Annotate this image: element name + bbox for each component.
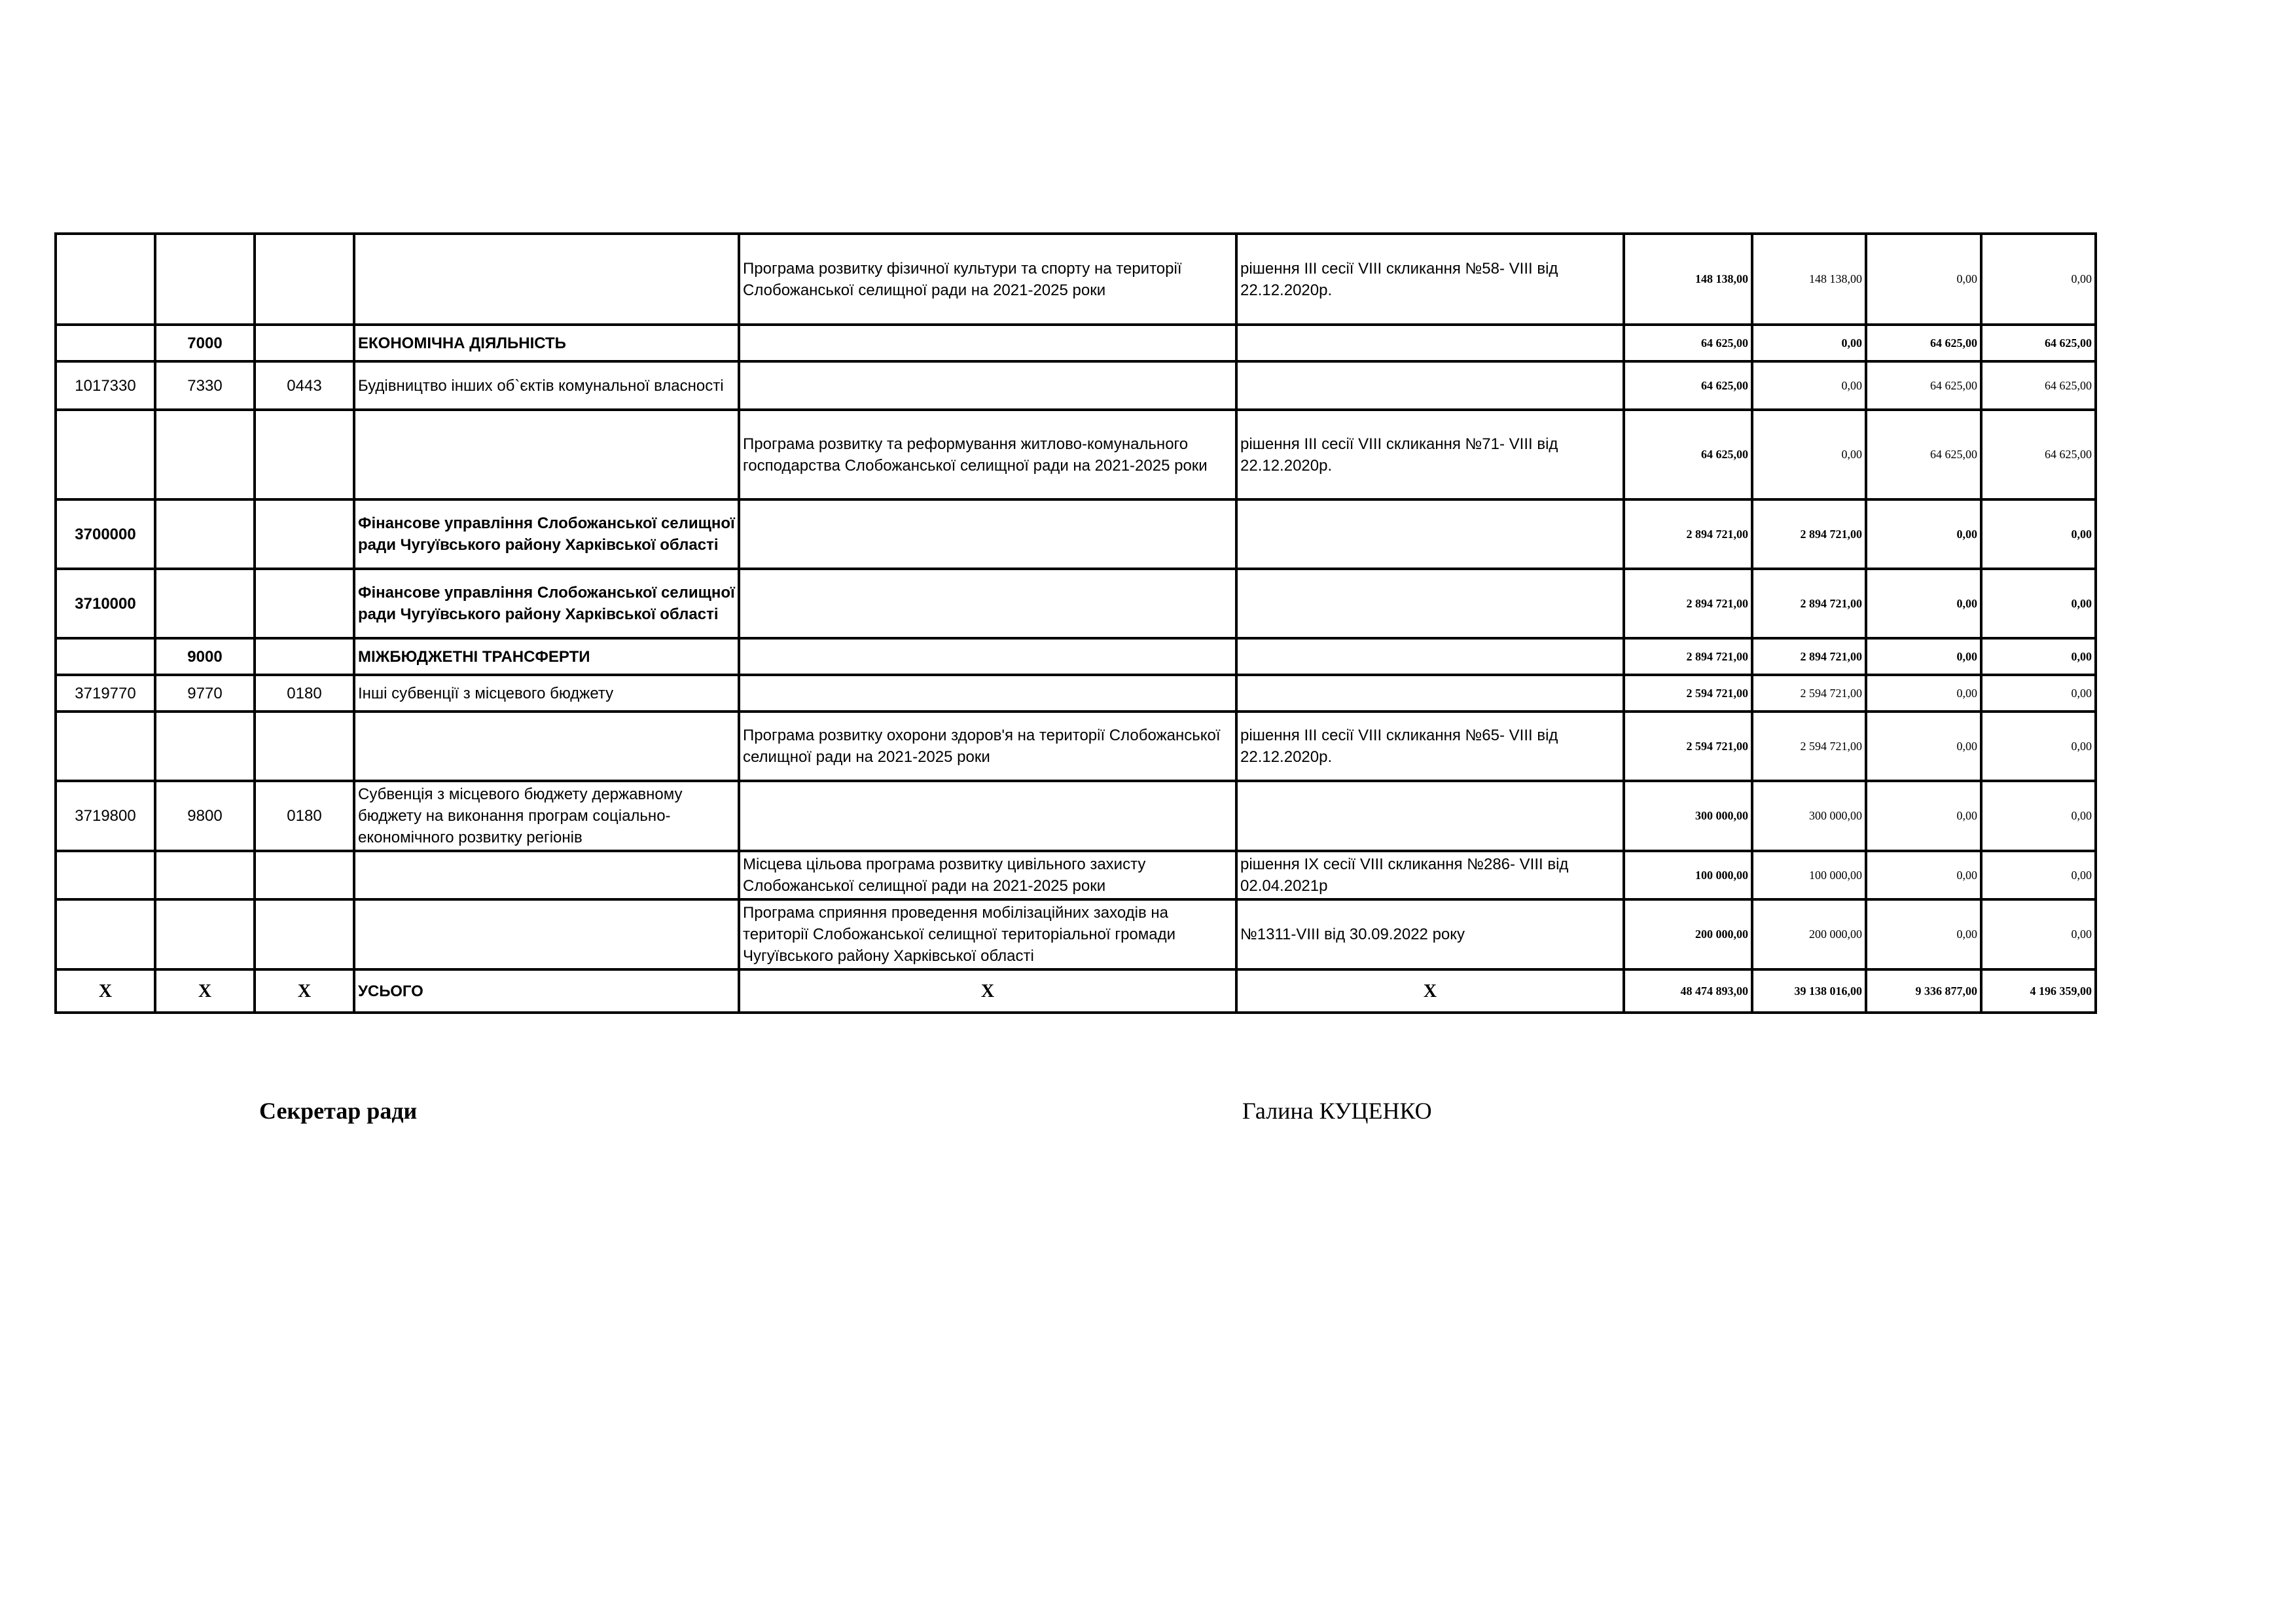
cell-decision xyxy=(1236,638,1624,675)
cell-grand-total: 48 474 893,00 xyxy=(1624,969,1752,1013)
cell-code-fkvk xyxy=(255,410,354,499)
cell-development: 0,00 xyxy=(1981,899,2096,969)
cell-total: 64 625,00 xyxy=(1624,325,1752,361)
cell-special: 64 625,00 xyxy=(1866,325,1981,361)
cell-general: 2 594 721,00 xyxy=(1752,675,1866,712)
cell-code-program xyxy=(56,899,155,969)
cell-program: Програма розвитку охорони здоров'я на території Слобожанської селищної ради на 2021-2025 роки xyxy=(739,712,1236,781)
cell-code-program xyxy=(56,638,155,675)
cell-code-program: 1017330 xyxy=(56,361,155,410)
cell-code-function xyxy=(155,899,255,969)
cell-code-function: 9000 xyxy=(155,638,255,675)
cell-development: 64 625,00 xyxy=(1981,325,2096,361)
cell-general: 2 894 721,00 xyxy=(1752,499,1866,569)
table-row xyxy=(56,851,2096,899)
cell-name: Фінансове управління Слобожанської селищної ради Чугуївського району Харківської області xyxy=(354,569,739,638)
cell-general: 2 894 721,00 xyxy=(1752,569,1866,638)
cell-total: 200 000,00 xyxy=(1624,899,1752,969)
cell-code-function xyxy=(155,851,255,899)
cell-special: 64 625,00 xyxy=(1866,410,1981,499)
cell-special: 0,00 xyxy=(1866,781,1981,851)
cell-program xyxy=(739,638,1236,675)
cell-development: 0,00 xyxy=(1981,499,2096,569)
cell-code-fkvk xyxy=(255,234,354,325)
cell-decision xyxy=(1236,361,1624,410)
cell-code-program: 3719800 xyxy=(56,781,155,851)
table-row xyxy=(56,712,2096,781)
cell-code-fkvk xyxy=(255,638,354,675)
cell-decision xyxy=(1236,325,1624,361)
table-row xyxy=(56,638,2096,675)
cell-code-fkvk xyxy=(255,851,354,899)
cell-name: Субвенція з місцевого бюджету державному бюджету на виконання програм соціально-економічного розвитку регіонів xyxy=(354,781,739,851)
cell-special: 64 625,00 xyxy=(1866,361,1981,410)
cell-code-fkvk: 0180 xyxy=(255,675,354,712)
cell-program xyxy=(739,675,1236,712)
cell-program: Програма розвитку та реформування житлово-комунального господарства Слобожанської селищної ради на 2021-2025 роки xyxy=(739,410,1236,499)
table-row xyxy=(56,499,2096,569)
table-row xyxy=(56,675,2096,712)
cell-development: 64 625,00 xyxy=(1981,410,2096,499)
cell-grand-general: 39 138 016,00 xyxy=(1752,969,1866,1013)
cell-total: 100 000,00 xyxy=(1624,851,1752,899)
cell-decision: рішення ІІІ сесії VIII скликання №71- VIII від 22.12.2020р. xyxy=(1236,410,1624,499)
signature-title: Секретар ради xyxy=(259,1098,418,1124)
cell-development: 0,00 xyxy=(1981,675,2096,712)
cell-name xyxy=(354,234,739,325)
cell-program xyxy=(739,781,1236,851)
cell-code-function xyxy=(155,712,255,781)
cell-special: 0,00 xyxy=(1866,712,1981,781)
cell-code-program: X xyxy=(56,969,155,1013)
cell-decision: №1311-VIII від 30.09.2022 року xyxy=(1236,899,1624,969)
cell-decision xyxy=(1236,675,1624,712)
table-row xyxy=(56,410,2096,499)
cell-decision xyxy=(1236,781,1624,851)
budget-programs-table xyxy=(54,232,2097,1014)
cell-special: 0,00 xyxy=(1866,638,1981,675)
cell-code-program: 3719770 xyxy=(56,675,155,712)
cell-general: 100 000,00 xyxy=(1752,851,1866,899)
cell-total: 64 625,00 xyxy=(1624,410,1752,499)
cell-program xyxy=(739,361,1236,410)
cell-total: 2 594 721,00 xyxy=(1624,675,1752,712)
cell-code-fkvk xyxy=(255,499,354,569)
cell-code-function: 9770 xyxy=(155,675,255,712)
cell-program: X xyxy=(739,969,1236,1013)
cell-decision: рішення ІІІ сесії VIII скликання №58- VIII від 22.12.2020р. xyxy=(1236,234,1624,325)
cell-general: 148 138,00 xyxy=(1752,234,1866,325)
cell-development: 64 625,00 xyxy=(1981,361,2096,410)
cell-general: 0,00 xyxy=(1752,410,1866,499)
cell-total: 2 894 721,00 xyxy=(1624,569,1752,638)
cell-code-function: 9800 xyxy=(155,781,255,851)
cell-name xyxy=(354,851,739,899)
cell-code-function xyxy=(155,569,255,638)
table-row xyxy=(56,569,2096,638)
cell-grand-special: 9 336 877,00 xyxy=(1866,969,1981,1013)
cell-special: 0,00 xyxy=(1866,499,1981,569)
cell-code-function xyxy=(155,234,255,325)
cell-name: Інші субвенції з місцевого бюджету xyxy=(354,675,739,712)
table-total-row xyxy=(56,969,2096,1013)
cell-program: Програма сприяння проведення мобілізаційних заходів на території Слобожанської селищної територіальної громади Чугуївського району Харківської області xyxy=(739,899,1236,969)
cell-general: 200 000,00 xyxy=(1752,899,1866,969)
cell-program xyxy=(739,569,1236,638)
cell-special: 0,00 xyxy=(1866,851,1981,899)
cell-program xyxy=(739,325,1236,361)
signature-name: Галина КУЦЕНКО xyxy=(1242,1098,1432,1124)
cell-code-fkvk: X xyxy=(255,969,354,1013)
cell-code-fkvk xyxy=(255,899,354,969)
cell-code-function: 7330 xyxy=(155,361,255,410)
table-row xyxy=(56,361,2096,410)
cell-total: 148 138,00 xyxy=(1624,234,1752,325)
cell-code-program xyxy=(56,234,155,325)
cell-code-program xyxy=(56,851,155,899)
table-row xyxy=(56,781,2096,851)
cell-code-fkvk xyxy=(255,712,354,781)
table-row xyxy=(56,234,2096,325)
cell-name xyxy=(354,712,739,781)
cell-general: 2 594 721,00 xyxy=(1752,712,1866,781)
cell-program: Місцева цільова програма розвитку цивільного захисту Слобожанської селищної ради на 2021-2025 роки xyxy=(739,851,1236,899)
cell-name: МІЖБЮДЖЕТНІ ТРАНСФЕРТИ xyxy=(354,638,739,675)
cell-name xyxy=(354,410,739,499)
table-row xyxy=(56,899,2096,969)
cell-special: 0,00 xyxy=(1866,899,1981,969)
cell-code-program xyxy=(56,712,155,781)
cell-name: ЕКОНОМІЧНА ДІЯЛЬНІСТЬ xyxy=(354,325,739,361)
cell-code-program xyxy=(56,325,155,361)
cell-decision: X xyxy=(1236,969,1624,1013)
cell-decision xyxy=(1236,499,1624,569)
cell-special: 0,00 xyxy=(1866,675,1981,712)
cell-decision: рішення ІІІ сесії VIII скликання №65- VIII від 22.12.2020р. xyxy=(1236,712,1624,781)
cell-decision: рішення IX сесії VIII скликання №286- VIII від 02.04.2021р xyxy=(1236,851,1624,899)
cell-code-function: X xyxy=(155,969,255,1013)
cell-development: 0,00 xyxy=(1981,234,2096,325)
cell-grand-development: 4 196 359,00 xyxy=(1981,969,2096,1013)
cell-general: 300 000,00 xyxy=(1752,781,1866,851)
cell-total: 2 894 721,00 xyxy=(1624,499,1752,569)
cell-special: 0,00 xyxy=(1866,234,1981,325)
cell-development: 0,00 xyxy=(1981,569,2096,638)
cell-code-function xyxy=(155,499,255,569)
cell-code-program xyxy=(56,410,155,499)
table-row xyxy=(56,325,2096,361)
cell-code-function xyxy=(155,410,255,499)
cell-development: 0,00 xyxy=(1981,781,2096,851)
cell-program xyxy=(739,499,1236,569)
cell-development: 0,00 xyxy=(1981,712,2096,781)
cell-total: 300 000,00 xyxy=(1624,781,1752,851)
cell-total: 2 594 721,00 xyxy=(1624,712,1752,781)
cell-code-fkvk xyxy=(255,569,354,638)
cell-name: Будівництво інших об`єктів комунальної власності xyxy=(354,361,739,410)
cell-total: 2 894 721,00 xyxy=(1624,638,1752,675)
cell-code-function: 7000 xyxy=(155,325,255,361)
cell-name xyxy=(354,899,739,969)
cell-name: Фінансове управління Слобожанської селищної ради Чугуївського району Харківської області xyxy=(354,499,739,569)
cell-code-fkvk: 0180 xyxy=(255,781,354,851)
cell-total-label: УСЬОГО xyxy=(354,969,739,1013)
cell-general: 0,00 xyxy=(1752,361,1866,410)
cell-code-fkvk xyxy=(255,325,354,361)
cell-development: 0,00 xyxy=(1981,638,2096,675)
cell-special: 0,00 xyxy=(1866,569,1981,638)
cell-decision xyxy=(1236,569,1624,638)
cell-code-program: 3700000 xyxy=(56,499,155,569)
cell-general: 2 894 721,00 xyxy=(1752,638,1866,675)
cell-total: 64 625,00 xyxy=(1624,361,1752,410)
cell-general: 0,00 xyxy=(1752,325,1866,361)
cell-development: 0,00 xyxy=(1981,851,2096,899)
cell-code-program: 3710000 xyxy=(56,569,155,638)
cell-code-fkvk: 0443 xyxy=(255,361,354,410)
cell-program: Програма розвитку фізичної культури та спорту на території Слобожанської селищної ради на 2021-2025 роки xyxy=(739,234,1236,325)
